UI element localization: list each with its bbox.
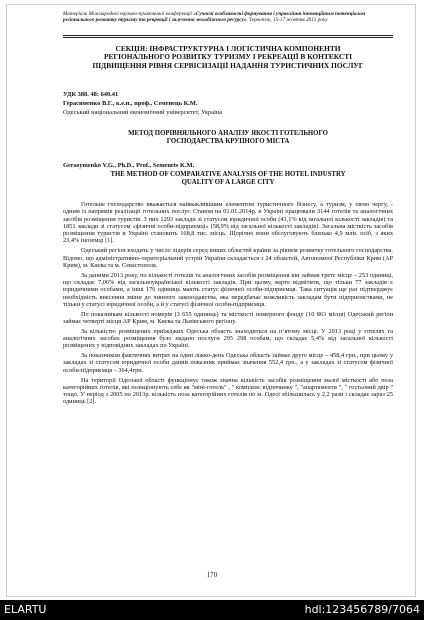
authors-ua: Герасименко В.Г., к.е.н., проф., Семенець К.М. xyxy=(63,100,198,107)
section-title-line: РЕГІОНАЛЬНОГО РОЗВИТКУ ТУРИЗМУ І РЕКРЕАЦІЇ В КОНТЕКСТІ xyxy=(103,52,353,62)
page-number: 170 xyxy=(206,572,218,579)
header-line1-bold: «Сучасні особливості формування і управління xyxy=(193,11,302,17)
header-line2-plain: . Тернопіль, 15-17 жовтня 2015 року xyxy=(246,17,328,24)
article-title-en-line: QUALITY OF A LARGE CITY xyxy=(181,179,275,186)
section-title-line: СЕКЦІЯ: ІНФРАСТРУКТУРНА І ЛОГІСТИЧНА КОМПОНЕНТИ xyxy=(115,44,341,53)
body-paragraph: На території Одеської області функціонує також значна кількість засобів розміщення малої місткості або поза категорійних готелів, які позиціонують себе як "міні-готель" , " комплекс відпочинку ", "апартаменти ", " гостьовий двір " тощо. У період з 2005 по 2013р. кількість поза категорійних готелів по м. Одесі збільшилась у 2,2 рази і складає зараз 25 одиниць [2]. xyxy=(63,376,393,406)
header-rule-top xyxy=(63,35,393,36)
article-title-en xyxy=(63,171,393,187)
conference-header xyxy=(63,11,393,24)
section-title xyxy=(63,45,393,70)
affiliation: Одеський національний економічний університет, Україна xyxy=(63,109,223,116)
section-title-line: ПІДВИЩЕННЯ РІВНЯ СЕРВІСИЗАЦІЇ НАДАННЯ ТУРИСТИЧНИХ ПОСЛУГ xyxy=(92,60,364,70)
udk-code: УДК 388. 48: 640.41 xyxy=(63,91,119,98)
article-body xyxy=(63,201,393,408)
article-title-ua xyxy=(63,130,393,146)
header-rule-bottom xyxy=(63,37,393,38)
body-paragraph: За показником фактичних витрат на один ліжко-день Одеська область займає друге місце – 458,4 грн., при цьому у закладах зі статусом юридичної особи даний показник приймає значення 552,4 грн., а у закладах зі статусом фізичної особи-підприємця – 364,4грн. xyxy=(63,352,393,374)
document-page xyxy=(6,4,416,597)
body-paragraph: По показникам кількості номерів (3 655 одиниць) та місткості номерного фонду (10 863 місця) Одеський регіон займає четверті місця АР Крим, м. Києва та Львівського регіону. xyxy=(63,310,393,325)
handle-identifier[interactable]: hdl:123456789/7064 xyxy=(304,603,420,616)
repository-name: ELARTU xyxy=(4,603,47,616)
status-bar xyxy=(0,600,424,620)
body-paragraph: За кількістю розміщених приїжджих Одеська область знаходиться на п’ятому місці. У 2013 році у готелях та аналогічних засобах розміщення було надано послуги 295 298 особам, що складає 5,4% від загальної кількості розміщених у відповідних закладах по Україні. xyxy=(63,327,393,350)
article-title-en-line: THE METHOD OF COMPARATIVE ANALYSIS OF THE HOTEL INDUSTRY xyxy=(110,171,346,178)
body-paragraph: За даними 2013 року, по кількості готелів та аналогічних засобів розміщення він займав третє місце – 253 одиниці, що складає 7,06% від загальноукраїнської кількості закладів. При цьому, варто відмітити, що тільки 77 закладів є юридичними особами, а інші 176 одиниць мають статус фізичної особи-підприємця. Така ситуація ще раз підтверджує необхідність внесення зміни до чинного законодавства, яка передбачає можливість закладам бути підприємствами, не тільки у статусі юридичної особи, а й у статусі фізичної особи-підприємця. xyxy=(63,271,393,308)
body-paragraph: Одеський регіон входить у число лідерів серед інших областей країни за рівнем розвитку готельного господарства. Відомо, що адміністративно-територіальний устрій України складається з 24 областей, Автономної Республіки Крим (АР Крим), м. Києва та м. Севастополя. xyxy=(63,247,393,269)
article-title-ua-line: МЕТОД ПОРІВНЯЛЬНОГО АНАЛІЗУ ЯКОСТІ ГОТЕЛЬНОГО xyxy=(128,130,328,137)
article-title-ua-line: ГОСПОДАРСТВА КРУПНОГО МІСТА xyxy=(166,138,290,145)
header-line1-plain: Матеріали Міжнародної науково-практичної конференції xyxy=(63,11,192,17)
header-line2-bold: інноваційним потенціалом регіонального розвитку туризму та рекреації і залучення молодіжного ресурсу» xyxy=(63,11,366,24)
authors-en: Gerasymenko V.G., Ph.D., Prof., Semenets K.M. xyxy=(63,162,195,169)
body-paragraph: Готельне господарство вважається найважливішим елементом туристичного бізнесу, а туризм, у свою чергу, - одним із напрямів реалізації готельних послуг. Станом на 01.01.2014р. в Україні працювали 3144 готелів та аналогічних засобів розміщення туристів. З них 1293 заклади зі статусом юридичної особи (41,1% від загальної кількості закладів) та 1851 заклади зі статусом «фізичні особи-підприємці» (58,9% від загальної кількості закладів). Загальна місткість засобів розміщення туристів в Україні становить 168,8 тис. місць. Щорічно вони обслуговують близько 4,9 млн. осіб, з яких 23,4% іноземці [1]. xyxy=(63,201,393,245)
